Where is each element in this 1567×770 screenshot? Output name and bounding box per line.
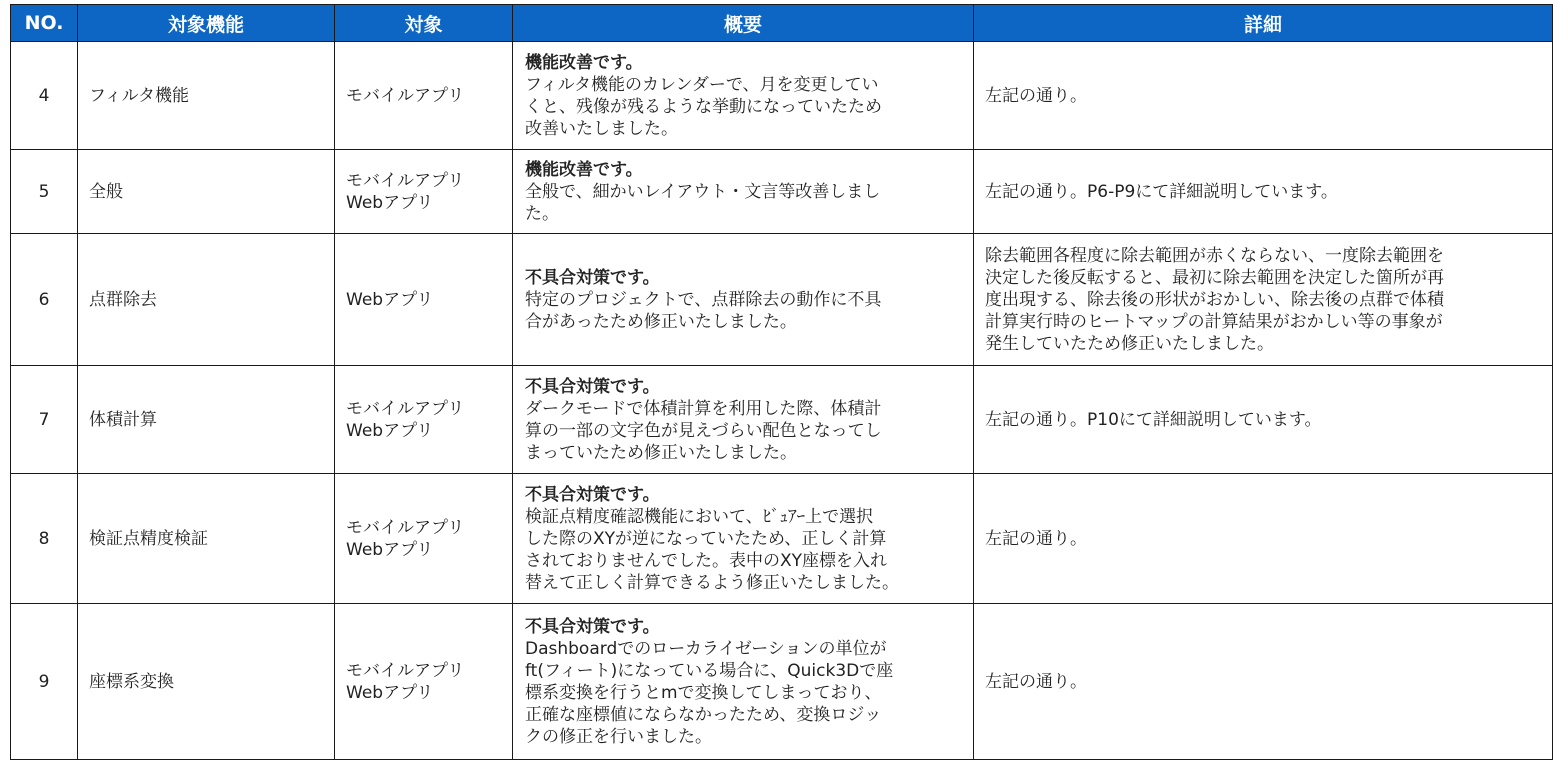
summary-line: た。 <box>525 203 559 224</box>
table-row <box>11 474 1553 604</box>
row-detail: 左記の通り。 <box>974 42 1553 150</box>
table-row <box>11 234 1553 366</box>
row-target <box>335 234 513 366</box>
row-summary <box>513 42 974 150</box>
row-no: 9 <box>11 604 78 760</box>
target-line: Webアプリ <box>346 682 434 703</box>
header-detail: 詳細 <box>974 5 1553 42</box>
target-line: モバイルアプリ <box>346 170 465 191</box>
summary-line: されておりませんでした。表中のXY座標を入れ <box>525 550 888 571</box>
row-summary <box>513 366 974 474</box>
target-line: モバイルアプリ <box>346 660 465 681</box>
row-feature: 点群除去 <box>78 234 335 366</box>
row-summary <box>513 150 974 234</box>
summary-line: クの修正を行いました。 <box>525 726 712 747</box>
summary-line: まっていたため修正いたしました。 <box>525 442 797 463</box>
summary-lead: 不具合対策です。 <box>525 484 660 505</box>
row-no: 8 <box>11 474 78 604</box>
detail-line: 決定した後反転すると、最初に除去範囲を決定した箇所が再 <box>985 267 1444 288</box>
table-row <box>11 366 1553 474</box>
summary-line: 特定のプロジェクトで、点群除去の動作に不具 <box>525 289 882 310</box>
row-target <box>335 150 513 234</box>
release-notes-table <box>10 4 1553 760</box>
row-no: 5 <box>11 150 78 234</box>
table-header-row <box>11 5 1553 42</box>
row-feature: 検証点精度検証 <box>78 474 335 604</box>
summary-line: 合があったため修正いたしました。 <box>525 311 797 332</box>
summary-line: 正確な座標値にならなかったため、変換ロジッ <box>525 704 882 725</box>
row-target <box>335 604 513 760</box>
row-detail: 左記の通り。 <box>974 474 1553 604</box>
table-row <box>11 604 1553 760</box>
summary-line: くと、残像が残るような挙動になっていたため <box>525 96 882 117</box>
detail-line: 発生していたため修正いたしました。 <box>985 333 1274 354</box>
summary-line: ダークモードで体積計算を利用した際、体積計 <box>525 398 882 419</box>
row-target <box>335 474 513 604</box>
row-no: 6 <box>11 234 78 366</box>
header-summary: 概要 <box>513 5 974 42</box>
target-line: Webアプリ <box>346 539 434 560</box>
row-summary <box>513 474 974 604</box>
row-feature: 座標系変換 <box>78 604 335 760</box>
summary-line: 標系変換を行うとmで変換してしまっており、 <box>525 682 882 703</box>
summary-line: 検証点精度確認機能において、ﾋﾞｭｱｰ上で選択 <box>525 506 874 527</box>
summary-line: 算の一部の文字色が見えづらい配色となってし <box>525 420 882 441</box>
row-feature: フィルタ機能 <box>78 42 335 150</box>
row-detail: 左記の通り。P6-P9にて詳細説明しています。 <box>974 150 1553 234</box>
summary-line: 替えて正しく計算できるよう修正いたしました。 <box>525 572 899 593</box>
target-line: モバイルアプリ <box>346 85 465 106</box>
summary-lead: 不具合対策です。 <box>525 376 660 397</box>
summary-lead: 不具合対策です。 <box>525 616 660 637</box>
row-feature: 全般 <box>78 150 335 234</box>
detail-line: 度出現する、除去後の形状がおかしい、除去後の点群で体積 <box>985 289 1444 310</box>
row-summary <box>513 234 974 366</box>
summary-line: Dashboardでのローカライゼーションの単位が <box>525 638 887 659</box>
summary-lead: 機能改善です。 <box>525 159 643 180</box>
summary-line: 改善いたしました。 <box>525 118 678 139</box>
row-feature: 体積計算 <box>78 366 335 474</box>
detail-line: 計算実行時のヒートマップの計算結果がおかしい等の事象が <box>985 311 1443 332</box>
row-detail <box>974 234 1553 366</box>
detail-line: 除去範囲各程度に除去範囲が赤くならない、一度除去範囲を <box>985 245 1444 266</box>
row-target <box>335 42 513 150</box>
row-no: 4 <box>11 42 78 150</box>
target-line: Webアプリ <box>346 192 434 213</box>
header-target: 対象 <box>335 5 513 42</box>
target-line: Webアプリ <box>346 420 434 441</box>
release-notes-table-container <box>10 4 1552 760</box>
row-detail: 左記の通り。P10にて詳細説明しています。 <box>974 366 1553 474</box>
summary-lead: 機能改善です。 <box>525 52 643 73</box>
table-row <box>11 150 1553 234</box>
summary-line: した際のXYが逆になっていたため、正しく計算 <box>525 528 887 549</box>
summary-line: フィルタ機能のカレンダーで、月を変更してい <box>525 74 879 95</box>
row-summary <box>513 604 974 760</box>
table-row <box>11 42 1553 150</box>
row-target <box>335 366 513 474</box>
header-feature: 対象機能 <box>78 5 335 42</box>
row-no: 7 <box>11 366 78 474</box>
target-line: Webアプリ <box>346 289 434 310</box>
header-no: NO. <box>11 5 78 42</box>
target-line: モバイルアプリ <box>346 398 465 419</box>
summary-line: ft(フィート)になっている場合に、Quick3Dで座 <box>525 660 894 681</box>
target-line: モバイルアプリ <box>346 517 465 538</box>
summary-lead: 不具合対策です。 <box>525 267 660 288</box>
row-detail: 左記の通り。 <box>974 604 1553 760</box>
summary-line: 全般で、細かいレイアウト・文言等改善しまし <box>525 181 881 202</box>
